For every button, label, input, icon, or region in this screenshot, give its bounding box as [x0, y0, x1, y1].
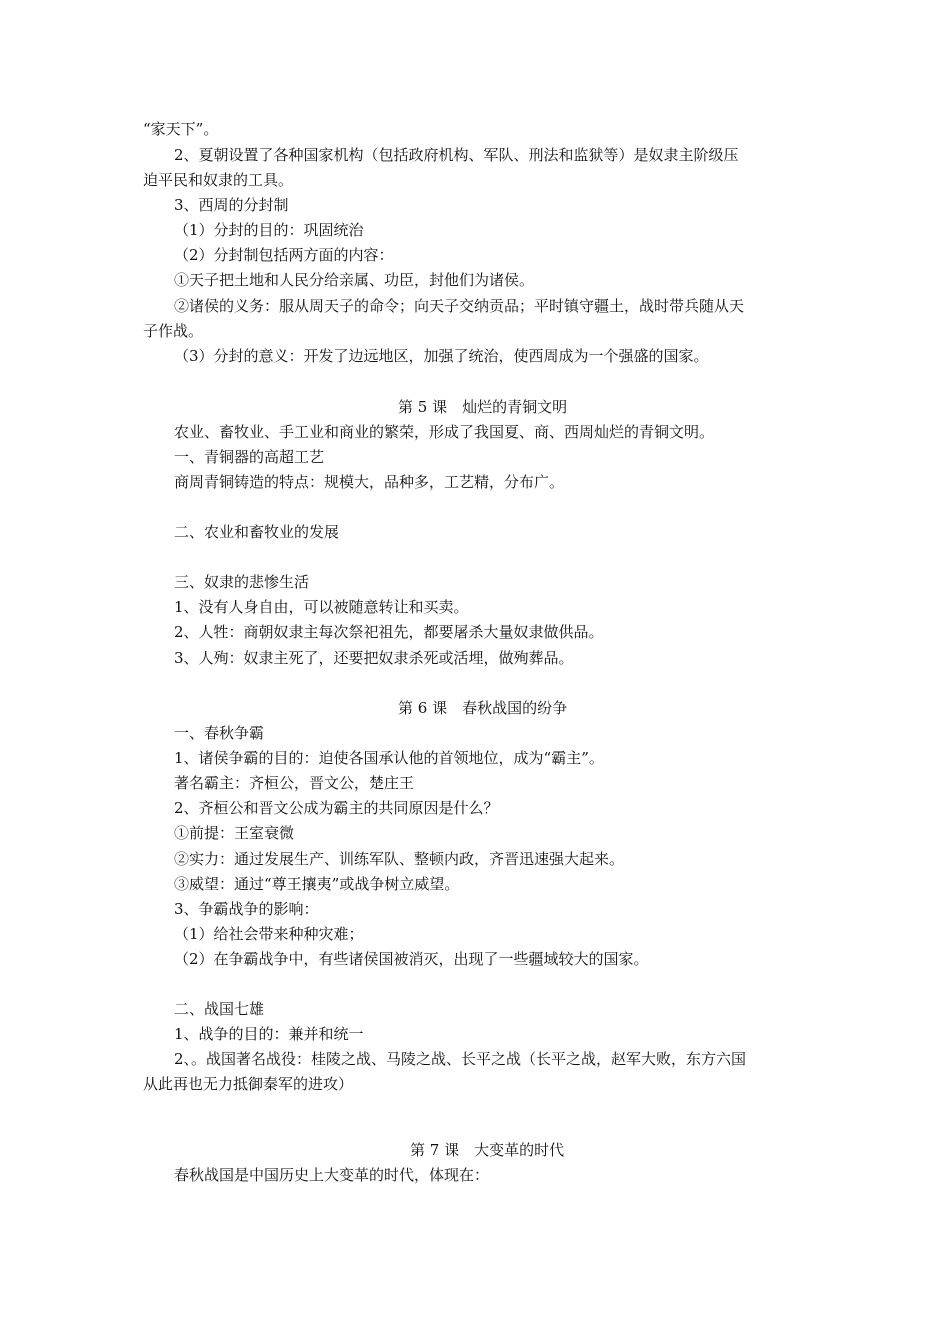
text-line: ①前提：王室衰微 [174, 824, 295, 842]
section-heading: 一、春秋争霸 [174, 724, 265, 742]
text-line: ②诸侯的义务：服从周天子的命令；向天子交纳贡品；平时镇守疆土，战时带兵随从天 [174, 297, 745, 315]
text-line: 3、争霸战争的影响： [174, 900, 319, 918]
text-line: 著名霸主：齐桓公，晋文公，楚庄王 [174, 774, 415, 792]
text-line: 子作战。 [143, 322, 204, 340]
text-line: （2）在争霸战争中，有些诸侯国被消灭，出现了一些疆域较大的国家。 [174, 950, 649, 968]
text-line: 2、齐桓公和晋文公成为霸主的共同原因是什么？ [174, 799, 499, 817]
text-line: 2、。战国著名战役：桂陵之战、马陵之战、长平之战（长平之战，赵军大败，东方六国 [174, 1050, 747, 1068]
text-line: 3、西周的分封制 [174, 196, 289, 214]
text-line: 1、战争的目的：兼并和统一 [174, 1025, 364, 1043]
text-line: ②实力：通过发展生产、训练军队、整顿内政，齐晋迅速强大起来。 [174, 850, 625, 868]
text-line: 春秋战国是中国历史上大变革的时代，体现在： [174, 1166, 490, 1184]
text-line: （1）分封的目的：巩固统治 [174, 221, 364, 239]
text-line: ③威望：通过“尊王攘夷”或战争树立威望。 [174, 875, 460, 893]
text-line: 商周青铜铸造的特点：规模大，品种多，工艺精，分布广。 [174, 473, 565, 491]
text-line: （1）给社会带来种种灾难； [174, 925, 364, 943]
section-heading: 二、战国七雄 [174, 1000, 265, 1018]
text-line: 从此再也无力抵御秦军的进攻） [143, 1075, 354, 1093]
lesson-title-7: 第 7 课 大变革的时代 [410, 1141, 565, 1159]
text-line: （3）分封的意义：开发了边远地区，加强了统治，使西周成为一个强盛的国家。 [174, 347, 709, 365]
text-line: 2、夏朝设置了各种国家机构（包括政府机构、军队、刑法和监狱等）是奴隶主阶级压 [174, 146, 739, 164]
lesson-title-6: 第 6 课 春秋战国的纷争 [398, 699, 568, 717]
section-heading: 三、奴隶的悲惨生活 [174, 573, 310, 591]
text-line: 迫平民和奴隶的工具。 [143, 171, 294, 189]
text-line: 2、人牲：商朝奴隶主每次祭祀祖先，都要屠杀大量奴隶做供品。 [174, 623, 604, 641]
text-line: 农业、畜牧业、手工业和商业的繁荣，形成了我国夏、商、西周灿烂的青铜文明。 [174, 423, 715, 441]
text-line: （2）分封制包括两方面的内容： [174, 246, 394, 264]
text-line: ①天子把土地和人民分给亲属、功臣，封他们为诸侯。 [174, 271, 535, 289]
lesson-title-5: 第 5 课 灿烂的青铜文明 [398, 398, 568, 416]
section-heading: 一、青铜器的高超工艺 [174, 448, 325, 466]
section-heading: 二、农业和畜牧业的发展 [174, 523, 340, 541]
text-line: 3、人殉：奴隶主死了，还要把奴隶杀死或活埋，做殉葬品。 [174, 649, 574, 667]
text-line: 1、诸侯争霸的目的：迫使各国承认他的首领地位，成为“霸主”。 [174, 749, 604, 767]
text-line: 1、没有人身自由，可以被随意转让和买卖。 [174, 598, 469, 616]
text-line: “家天下”。 [143, 120, 219, 138]
